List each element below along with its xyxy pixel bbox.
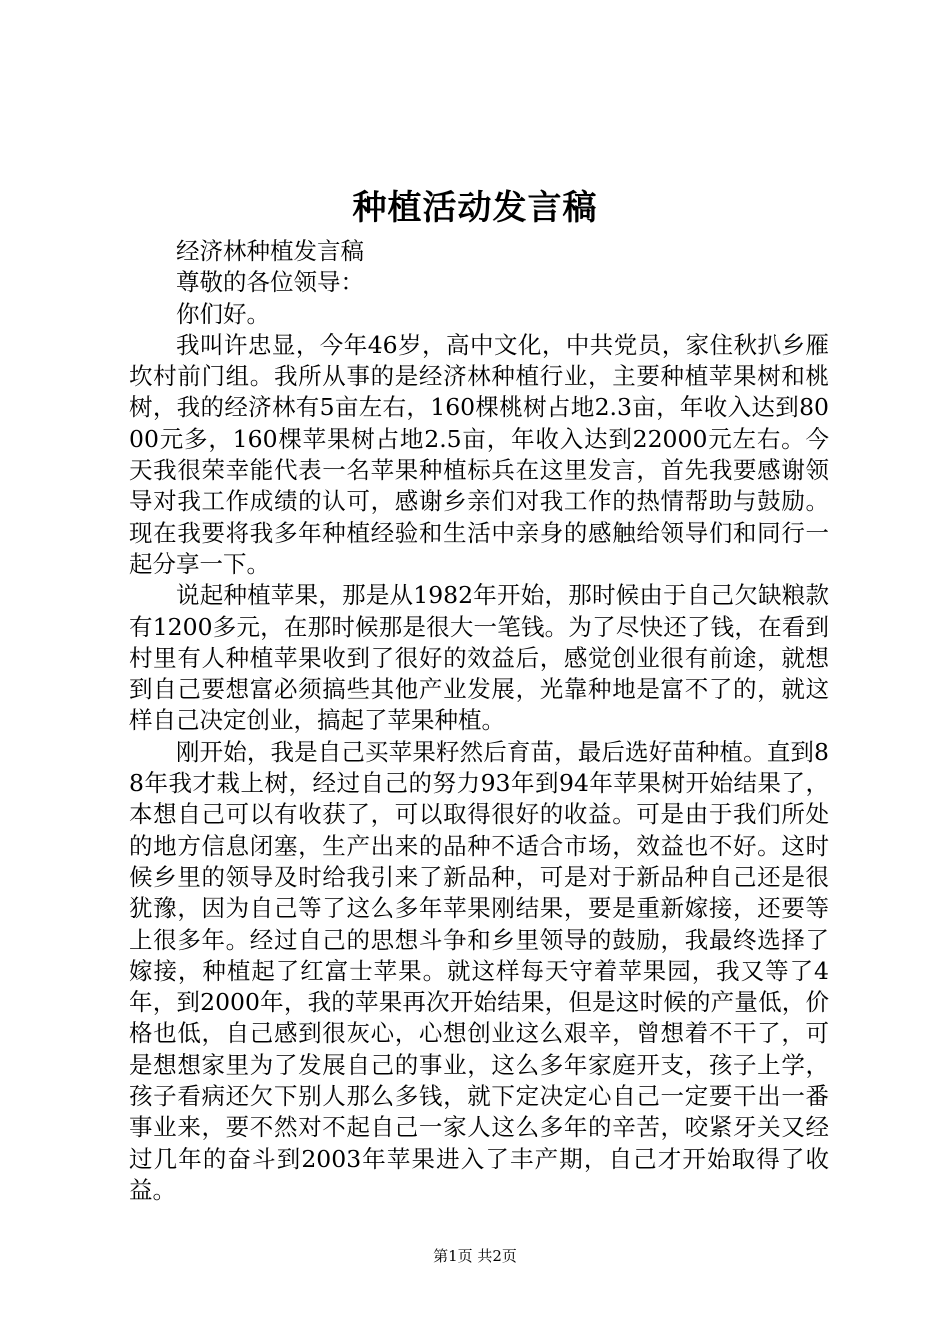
- paragraph-greeting: 你们好。: [176, 299, 270, 328]
- page-footer: 第1页 共2页: [433, 1247, 517, 1265]
- document-body: [129, 236, 829, 1206]
- paragraph-introduction: 我叫许忠显，今年46岁，高中文化，中共党员，家住秋扒乡雁坎村前门组。我所从事的是经济林种植行业，主要种植苹果树和桃树，我的经济林有5亩左右，160棵桃树占地2.3亩，年收入达到8000元多，160棵苹果树占地2.5亩，年收入达到22000元左右。今天我很荣幸能代表一名苹果种植标兵在这里发言，首先我要感谢领导对我工作成绩的认可，感谢乡亲们对我工作的热情帮助与鼓励。现在我要将我多年种植经验和生活中亲身的感触给领导们和同行一起分享一下。: [129, 330, 829, 578]
- paragraph-subtitle: 经济林种植发言稿: [176, 237, 364, 265]
- paragraph-beginning: 说起种植苹果，那是从1982年开始，那时候由于自己欠缺粮款有1200多元，在那时候那是很大一笔钱。为了尽快还了钱，在看到村里有人种植苹果收到了很好的效益后，感觉创业很有前途，就想到自己要想富必须搞些其他产业发展，光靠种地是富不了的，就这样自己决定创业，搞起了苹果种植。: [129, 581, 829, 735]
- paragraph-salutation: 尊敬的各位领导：: [176, 268, 364, 297]
- paragraph-development: 刚开始，我是自己买苹果籽然后育苗，最后选好苗种植。直到88年我才栽上树，经过自己的努力93年到94年苹果树开始结果了，本想自己可以有收获了，可以取得很好的收益。可是由于我们所处的地方信息闭塞，生产出来的品种不适合市场，效益也不好。这时候乡里的领导及时给我引来了新品种，可是对于新品种自己还是很犹豫，因为自己等了这么多年苹果刚结果，要是重新嫁接，还要等上很多年。经过自己的思想斗争和乡里领导的鼓励，我最终选择了嫁接，种植起了红富士苹果。就这样每天守着苹果园，我又等了4年，到2000年，我的苹果再次开始结果，但是这时候的产量低，价格也低，自己感到很灰心，心想创业这么艰辛，曾想着不干了，可是想想家里为了发展自己的事业，这么多年家庭开支，孩子上学，孩子看病还欠下别人那么多钱，就下定决定心自己一定要干出一番事业来，要不然对不起自己一家人这么多年的辛苦，咬紧牙关又经过几年的奋斗到2003年苹果进入了丰产期，自己才开始取得了收益。: [129, 737, 829, 1204]
- document-title: 种植活动发言稿: [352, 188, 598, 228]
